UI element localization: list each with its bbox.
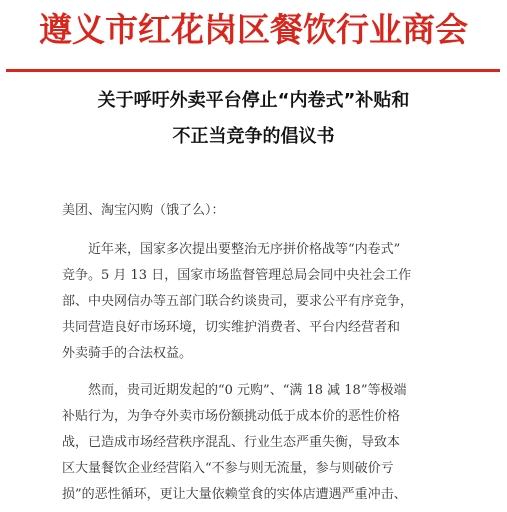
paragraph-2 [62,378,446,508]
paragraph-line: 战，已造成市场经营秩序混乱、行业生态严重失衡，导致本 [62,435,401,450]
document-title-line-2: 不正当竞争的倡议书 [172,126,335,147]
paragraph-line: 外卖骑手的合法权益。 [62,346,193,361]
document-title-line-1: 关于呼吁外卖平台停止“内卷式”补贴和 [97,90,410,111]
paragraph-line: 损”的恶性循环，更让大量依赖堂食的实体店遭遇严重冲击、 [62,487,407,502]
letterhead-divider [6,69,500,72]
salutation: 美团、淘宝闪购（饿了么）： [62,203,225,218]
organization-letterhead: 遵义市红花岗区餐饮行业商会 [39,10,468,49]
paragraph-line: 竞争。5 月 13 日，国家市场监督管理总局会同中央社会工作 [62,268,412,283]
paragraph-1 [62,237,446,367]
paragraph-line: 区大量餐饮企业经营陷入“不参与则无流量，参与则破价亏 [62,461,394,476]
paragraph-line: 部、中央网信办等五部门联合约谈贵司，要求公平有序竞争， [62,294,414,309]
paragraph-line: 共同营造良好市场环境，切实维护消费者、平台内经营者和 [62,320,401,335]
paragraph-line: 然而，贵司近期发起的“0 元购”、“满 18 减 18”等极端 [62,383,407,398]
paragraph-line: 近年来，国家多次提出要整治无序拼价格战等“内卷式” [62,242,401,257]
paragraph-line: 补贴行为，为争夺外卖市场份额挑动低于成本价的恶性价格 [62,409,401,424]
